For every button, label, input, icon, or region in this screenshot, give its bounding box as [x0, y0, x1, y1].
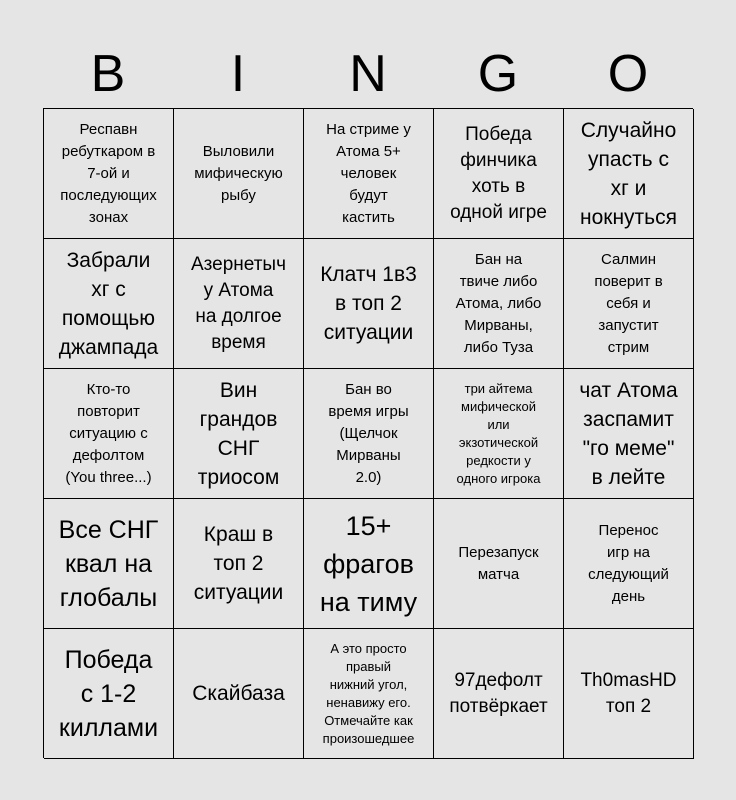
cell-text: Все СНГ квал на глобалы — [58, 515, 159, 612]
bingo-cell[interactable] — [434, 629, 564, 759]
bingo-cell[interactable] — [304, 629, 434, 759]
cell-text: три айтема мифической или экзотической редкости у одного игрока — [456, 380, 541, 486]
cell-text: Респавн ребуткаром в 7-ой и последующих зонах — [60, 120, 157, 226]
cell-text: Азернетыч у Атома на долгое время — [191, 253, 286, 353]
bingo-cell[interactable] — [174, 499, 304, 629]
cell-text: Краш в топ 2 ситуации — [193, 523, 284, 604]
cell-text: Скайбаза — [192, 682, 285, 705]
bingo-cell[interactable] — [44, 109, 174, 239]
cell-text: Победа с 1-2 киллами — [58, 645, 159, 742]
bingo-cell[interactable] — [434, 499, 564, 629]
bingo-header — [43, 40, 693, 108]
header-letter-g: G — [477, 45, 519, 103]
cell-text: Кто-то повторит ситуацию с дефолтом (You three...) — [65, 380, 152, 486]
bingo-cell[interactable] — [44, 499, 174, 629]
bingo-cell[interactable] — [304, 109, 434, 239]
bingo-cell[interactable] — [174, 239, 304, 369]
cell-text: А это просто правый нижний угол, ненавижу его. Отмечайте как произошедшее — [322, 640, 415, 746]
cell-text: Выловили мифическую рыбу — [194, 142, 283, 204]
cell-text: Перезапуск матча — [458, 543, 539, 583]
header-letter-i: I — [230, 45, 246, 103]
cell-text: Клатч 1в3 в топ 2 ситуации — [320, 263, 417, 344]
bingo-cell[interactable] — [304, 499, 434, 629]
bingo-cell[interactable] — [564, 109, 694, 239]
header-letter-o: O — [607, 45, 649, 103]
cell-text: чат Атома заспамит "го меме" в лейте — [579, 378, 678, 489]
bingo-cell[interactable] — [564, 239, 694, 369]
bingo-cell[interactable] — [564, 499, 694, 629]
bingo-cell[interactable] — [434, 369, 564, 499]
header-letter-n: N — [349, 45, 387, 103]
bingo-cell[interactable] — [304, 239, 434, 369]
bingo-cell[interactable] — [44, 239, 174, 369]
cell-text: 15+ фрагов на тиму — [319, 510, 418, 617]
bingo-cell[interactable] — [174, 109, 304, 239]
bingo-cell[interactable] — [564, 369, 694, 499]
cell-text: Забрали хг с помощью джампада — [58, 248, 159, 359]
cell-text: Перенос игр на следующий день — [588, 521, 669, 605]
cell-text: На стриме у Атома 5+ человек будут кастить — [326, 120, 411, 226]
bingo-cell[interactable] — [44, 369, 174, 499]
bingo-cell[interactable] — [174, 369, 304, 499]
bingo-cell[interactable] — [564, 629, 694, 759]
cell-text: Бан во время игры (Щелчок Мирваны 2.0) — [328, 380, 409, 486]
cell-text: Случайно упасть с хг и нокнуться — [580, 118, 677, 229]
bingo-cell[interactable] — [434, 239, 564, 369]
bingo-cell[interactable] — [44, 629, 174, 759]
cell-text: Вин грандов СНГ триосом — [197, 378, 280, 489]
cell-text: Победа финчика хоть в одной игре — [450, 123, 547, 223]
bingo-grid — [43, 108, 693, 758]
header-letter-b: B — [90, 45, 126, 103]
cell-text: Салмин поверит в себя и запустит стрим — [594, 250, 663, 356]
cell-text: Бан на твиче либо Атома, либо Мирваны, либо Туза — [455, 250, 542, 356]
cell-text: 97дефолт потвёркает — [449, 669, 548, 717]
bingo-cell[interactable] — [174, 629, 304, 759]
cell-text: Th0masHD топ 2 — [580, 669, 677, 717]
bingo-cell[interactable] — [304, 369, 434, 499]
bingo-cell[interactable] — [434, 109, 564, 239]
